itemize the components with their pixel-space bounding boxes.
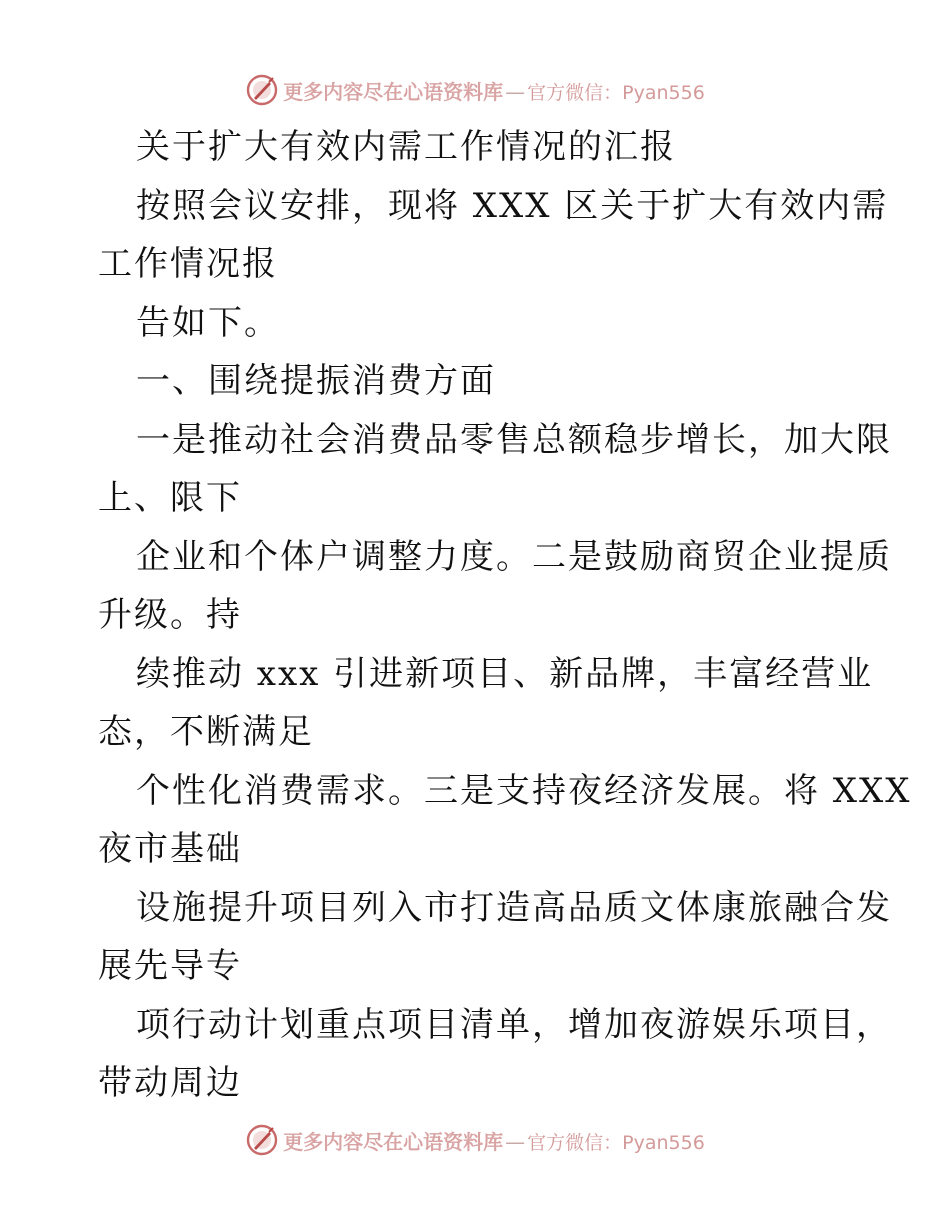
doc-line: 告如下。 bbox=[136, 302, 280, 343]
watermark-main-text: 更多内容尽在心语资料库 bbox=[283, 79, 504, 104]
watermark-sub-text: 官方微信：Pyan556 bbox=[527, 81, 705, 104]
watermark-banner-bottom bbox=[0, 1120, 950, 1160]
doc-line: 升级。持 bbox=[98, 595, 242, 635]
doc-line: 关于扩大有效内需工作情况的汇报 bbox=[136, 127, 676, 167]
watermark-separator: — bbox=[505, 79, 526, 104]
doc-line: 企业和个体户调整力度。二是鼓励商贸企业提质 bbox=[136, 536, 892, 577]
watermark-separator: — bbox=[505, 1129, 526, 1154]
watermark-text bbox=[283, 1126, 705, 1155]
watermark-text bbox=[283, 76, 705, 105]
watermark-main-text: 更多内容尽在心语资料库 bbox=[283, 1129, 504, 1154]
doc-line: 工作情况报 bbox=[98, 244, 278, 284]
doc-line: 展先导专 bbox=[98, 946, 242, 986]
watermark-banner-top bbox=[0, 70, 950, 110]
doc-line: 一是推动社会消费品零售总额稳步增长，加大限 bbox=[136, 419, 892, 460]
doc-line: 态，不断满足 bbox=[98, 712, 314, 752]
quill-pen-circle-icon bbox=[245, 73, 279, 107]
quill-pen-circle-icon bbox=[245, 1123, 279, 1157]
doc-line: 项行动计划重点项目清单，增加夜游娱乐项目， bbox=[136, 1004, 892, 1045]
doc-line: 一、围绕提振消费方面 bbox=[136, 361, 496, 401]
doc-line: 上、限下 bbox=[98, 478, 242, 518]
doc-line: 续推动 xxx 引进新项目、新品牌，丰富经营业 bbox=[136, 653, 874, 694]
doc-line: 按照会议安排，现将 XXX 区关于扩大有效内需 bbox=[136, 185, 889, 226]
doc-line: 设施提升项目列入市打造高品质文体康旅融合发 bbox=[136, 887, 892, 928]
watermark-sub-text: 官方微信：Pyan556 bbox=[527, 1131, 705, 1154]
document-body bbox=[98, 118, 912, 1113]
doc-line: 夜市基础 bbox=[98, 829, 242, 869]
doc-line: 个性化消费需求。三是支持夜经济发展。将 XXX bbox=[136, 770, 912, 811]
doc-line: 带动周边 bbox=[98, 1063, 242, 1103]
